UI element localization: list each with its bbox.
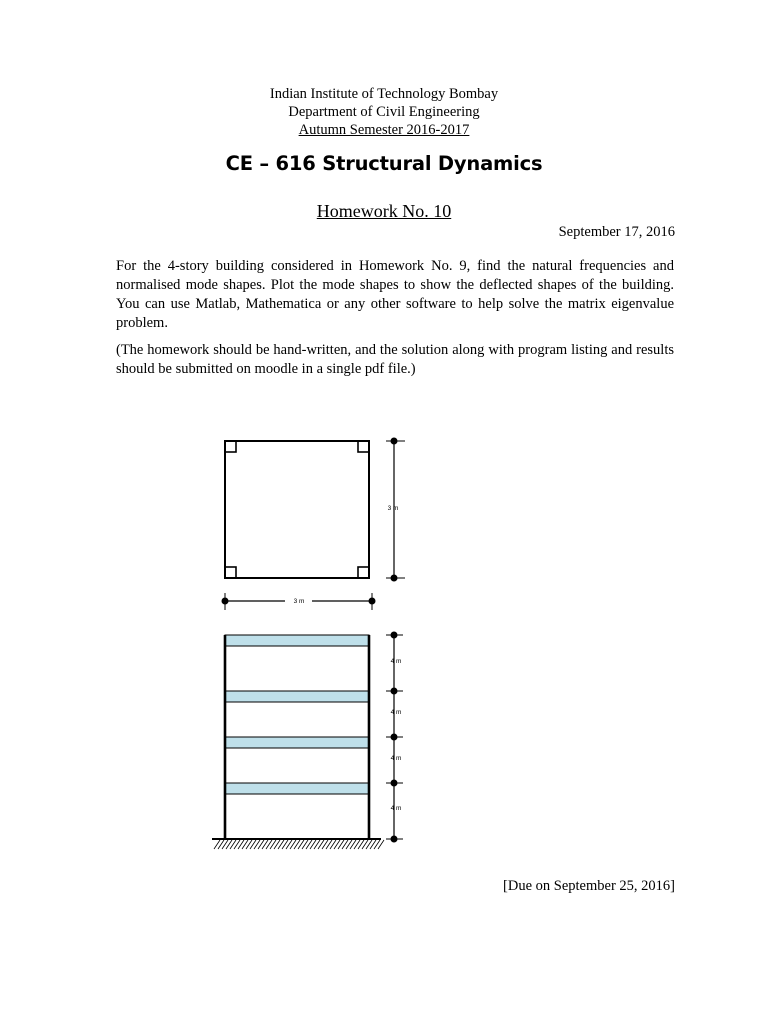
- slab-floor-4: [225, 635, 369, 646]
- slab-floor-1: [225, 783, 369, 794]
- ground-hatch: [214, 840, 384, 849]
- plan-view: [222, 438, 406, 611]
- plan-outline: [225, 441, 369, 578]
- column-icon: [358, 441, 369, 452]
- task-paragraph: For the 4-story building considered in Homework No. 9, find the natural frequencies and normalised mode shapes. Plot the mode shapes to show the deflected shapes of the building. You can use Matlab, Mathematica or any other software to help solve the matrix eigenvalue problem.: [116, 258, 674, 331]
- note-paragraph: (The homework should be hand-written, and the solution along with program listing and results should be submitted on moodle in a single pdf file.): [116, 342, 674, 377]
- course-title: CE – 616 Structural Dynamics: [225, 152, 543, 175]
- issue-date: September 17, 2016: [558, 224, 675, 240]
- column-icon: [225, 567, 236, 578]
- elevation-view: [212, 632, 403, 850]
- column-icon: [358, 567, 369, 578]
- department-name: Department of Civil Engineering: [288, 104, 480, 120]
- due-date: [Due on September 25, 2016]: [503, 878, 675, 894]
- plan-width-label: 3 m: [293, 598, 305, 605]
- story-3-height-label: 4 m: [390, 709, 402, 716]
- institute-name: Indian Institute of Technology Bombay: [269, 86, 499, 102]
- column-icon: [225, 441, 236, 452]
- semester-text: Autumn Semester 2016-2017: [298, 122, 470, 138]
- story-1-height-label: 4 m: [390, 805, 402, 812]
- plan-depth-label: 3 m: [387, 505, 399, 512]
- homework-title-text: Homework No. 10: [316, 201, 452, 221]
- plan-depth-dimension: [386, 438, 405, 582]
- slab-floor-2: [225, 737, 369, 748]
- slab-floor-3: [225, 691, 369, 702]
- story-2-height-label: 4 m: [390, 755, 402, 762]
- story-height-dimensions: [386, 632, 403, 843]
- plan-width-dimension: [222, 593, 376, 610]
- story-4-height-label: 4 m: [390, 658, 402, 665]
